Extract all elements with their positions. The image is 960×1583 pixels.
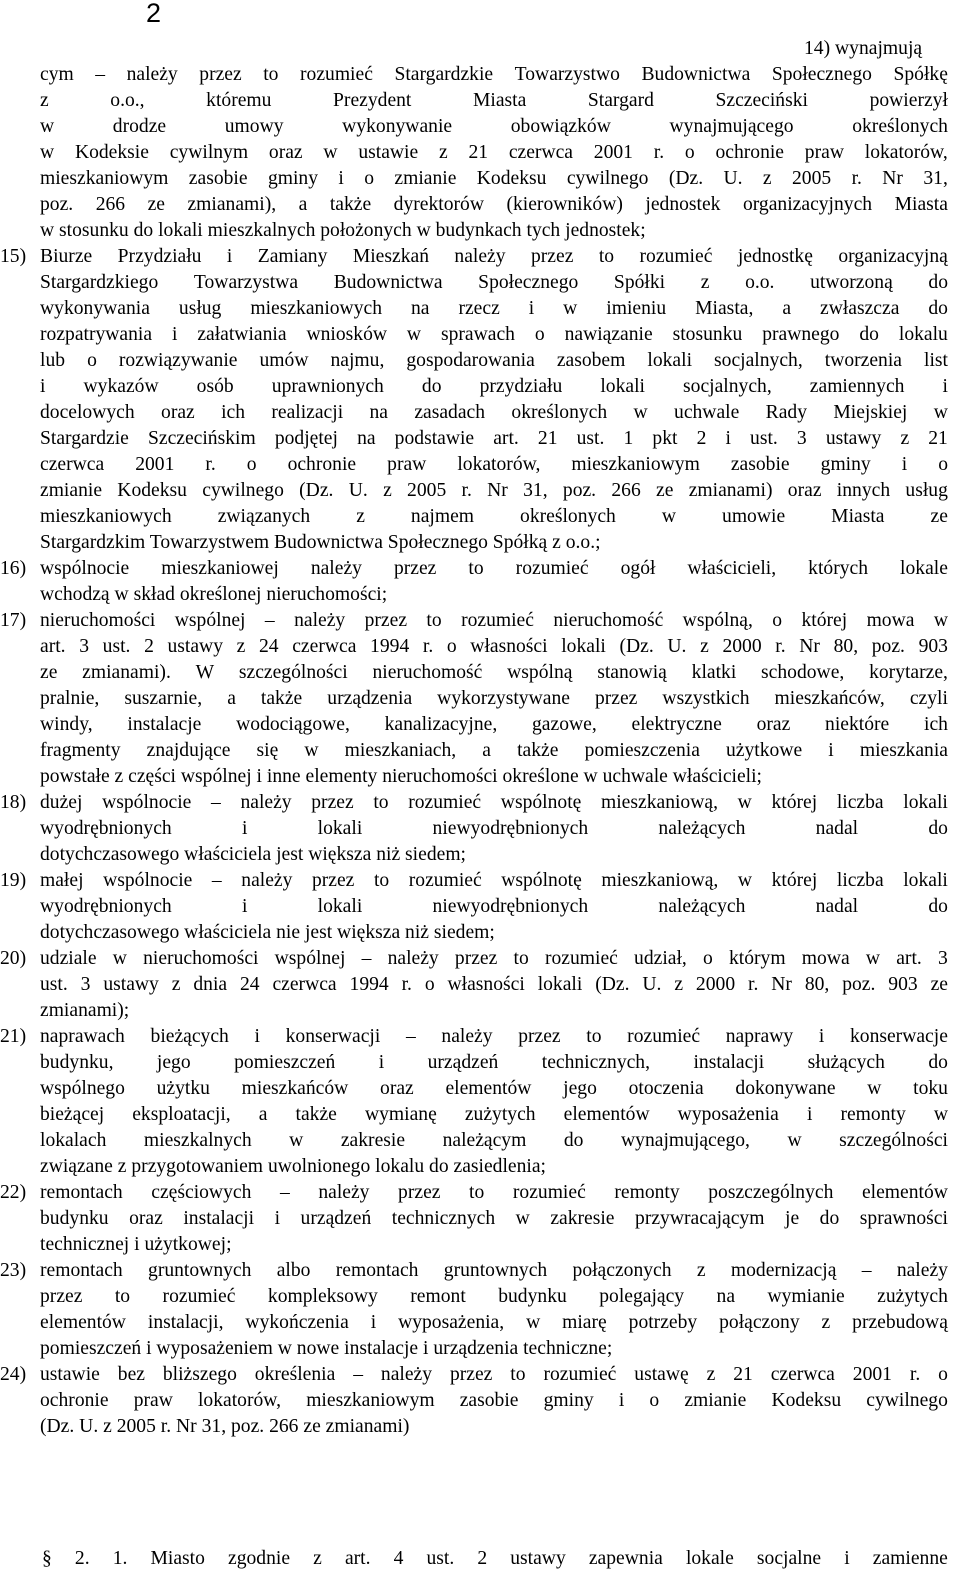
text-line: fragmenty znajdujące się w mieszkaniach, a także pomieszczenia użytkowe i mieszkania xyxy=(40,740,948,761)
text-line: w Kodeksie cywilnym oraz w ustawie z 21 czerwca 2001 r. o ochronie praw lokatorów, xyxy=(40,142,948,163)
text-line: (Dz. U. z 2005 r. Nr 31, poz. 266 ze zmianami) xyxy=(40,1416,410,1437)
text-line: z o.o., któremu Prezydent Miasta Stargard Szczeciński powierzył xyxy=(40,90,948,111)
page-number: 2 xyxy=(146,0,162,28)
text-line: pralnie, suszarnie, a także urządzenia wykorzystywane przez wszystkich mieszkańców, czyli xyxy=(40,688,948,709)
text-line: 14) wynajmują xyxy=(804,38,923,59)
item-number: 19) xyxy=(0,870,27,891)
text-line: w drodze umowy wykonywanie obowiązków wynajmującego określonych xyxy=(40,116,948,137)
text-line: pomieszczeń i wyposażeniem w nowe instalacje i urządzenia techniczne; xyxy=(40,1338,613,1359)
text-line: wykonywania usług mieszkaniowych na rzecz i w imieniu Miasta, a zwłaszcza do xyxy=(40,298,948,319)
text-line: dotychczasowego właściciela jest większa niż siedem; xyxy=(40,844,467,865)
text-line: lub o rozwiązywanie umów najmu, gospodarowania zasobem lokali socjalnych, tworzenia list xyxy=(40,350,948,371)
text-line: Stargardzkim Towarzystwem Budownictwa Społecznego Spółką z o.o.; xyxy=(40,532,601,553)
text-line: docelowych oraz ich realizacji na zasadach określonych w uchwale Rady Miejskiej w xyxy=(40,402,948,423)
item-number: 21) xyxy=(0,1026,27,1047)
item-number: 22) xyxy=(0,1182,27,1203)
item-number: 20) xyxy=(0,948,27,969)
text-line: dużej wspólnocie – należy przez to rozumieć wspólnotę mieszkaniową, w której liczba lokali xyxy=(40,792,948,813)
text-line: Stargardzkiego Towarzystwa Budownictwa Społecznego Spółki z o.o. utworzoną do xyxy=(40,272,948,293)
text-line: przez to rozumieć kompleksowy remont budynku polegający na wymianie zużytych xyxy=(40,1286,948,1307)
text-line: remontach gruntownych albo remontach gruntownych połączonych z modernizacją – należy xyxy=(40,1260,948,1281)
text-line: windy, instalacje wodociągowe, kanalizacyjne, gazowe, elektryczne oraz niektóre ich xyxy=(40,714,948,735)
text-line: wchodzą w skład określonej nieruchomości; xyxy=(40,584,388,605)
item-number: 18) xyxy=(0,792,27,813)
text-line: bieżącej eksploatacji, a także wymianę zużytych elementów wyposażenia i remonty w xyxy=(40,1104,948,1125)
text-line: art. 3 ust. 2 ustawy z 24 czerwca 1994 r. o własności lokali (Dz. U. z 2000 r. Nr 80, poz. 903 xyxy=(40,636,948,657)
text-line: wspólnocie mieszkaniowej należy przez to rozumieć ogół właścicieli, których lokale xyxy=(40,558,948,579)
item-number: 16) xyxy=(0,558,27,579)
text-line: mieszkaniowych związanych z najmem określonych w umowie Miasta ze xyxy=(40,506,948,527)
text-line: poz. 266 ze zmianami), a także dyrektorów (kierowników) jednostek organizacyjnych Miasta xyxy=(40,194,948,215)
item-number: 17) xyxy=(0,610,27,631)
text-line: nieruchomości wspólnej – należy przez to rozumieć nieruchomość wspólną, o której mowa w xyxy=(40,610,948,631)
text-line: powstałe z części wspólnej i inne elementy nieruchomości określone w uchwale właścicieli; xyxy=(40,766,763,787)
text-line: i wykazów osób uprawnionych do przydziału lokali socjalnych, zamiennych i xyxy=(40,376,948,397)
text-line: wyodrębnionych i lokali niewyodrębnionych należących nadal do xyxy=(40,896,948,917)
text-line: udziale w nieruchomości wspólnej – należy przez to rozumieć udział, o którym mowa w art. 3 xyxy=(40,948,948,969)
text-line: cym – należy przez to rozumieć Stargardzkie Towarzystwo Budownictwa Społecznego Spółkę xyxy=(40,64,948,85)
text-line: Stargardzie Szczecińskim podjętej na podstawie art. 21 ust. 1 pkt 2 i ust. 3 ustawy z 21 xyxy=(40,428,948,449)
text-line: ze zmianami). W szczególności nieruchomość wspólną stanowią klatki schodowe, korytarze, xyxy=(40,662,948,683)
text-line: technicznej i użytkowej; xyxy=(40,1234,232,1255)
text-line: czerwca 2001 r. o ochronie praw lokatorów, mieszkaniowym zasobie gminy i o xyxy=(40,454,948,475)
text-line: zmianie Kodeksu cywilnego (Dz. U. z 2005 r. Nr 31, poz. 266 ze zmianami) oraz innych usług xyxy=(40,480,948,501)
text-line: remontach częściowych – należy przez to rozumieć remonty poszczególnych elementów xyxy=(40,1182,948,1203)
text-line: ust. 3 ustawy z dnia 24 czerwca 1994 r. o własności lokali (Dz. U. z 2000 r. Nr 80, poz. 903 ze xyxy=(40,974,948,995)
text-line: małej wspólnocie – należy przez to rozumieć wspólnotę mieszkaniową, w której liczba lokali xyxy=(40,870,948,891)
text-line: zmianami); xyxy=(40,1000,130,1021)
text-line: związane z przygotowaniem uwolnionego lokalu do zasiedlenia; xyxy=(40,1156,546,1177)
text-line: ustawie bez bliższego określenia – należy przez to rozumieć ustawę z 21 czerwca 2001 r. o xyxy=(40,1364,948,1385)
text-line: budynku, jego pomieszczeń i urządzeń technicznych, instalacji służących do xyxy=(40,1052,948,1073)
text-line: lokalach mieszkalnych w zakresie należącym do wynajmującego, w szczególności xyxy=(40,1130,948,1151)
text-line: budynku oraz instalacji i urządzeń technicznych w zakresie przywracającym je do sprawności xyxy=(40,1208,948,1229)
text-line: elementów instalacji, wykończenia i wyposażenia, w miarę potrzeby połączony z przebudową xyxy=(40,1312,948,1333)
text-line: wspólnego użytku mieszkańców oraz elementów jego otoczenia dokonywane w toku xyxy=(40,1078,948,1099)
text-line: naprawach bieżących i konserwacji – należy przez to rozumieć naprawy i konserwacje xyxy=(40,1026,948,1047)
text-line: mieszkaniowym zasobie gminy i o zmianie Kodeksu cywilnego (Dz. U. z 2005 r. Nr 31, xyxy=(40,168,948,189)
text-line: dotychczasowego właściciela nie jest większa niż siedem; xyxy=(40,922,495,943)
item-number: 15) xyxy=(0,246,27,267)
item-number: 24) xyxy=(0,1364,27,1385)
section-footer-line: § 2. 1. Miasto zgodnie z art. 4 ust. 2 ustawy zapewnia lokale socjalne i zamienne xyxy=(42,1548,948,1569)
text-line: rozpatrywania i załatwiania wniosków w sprawach o nawiązanie stosunku prawnego do lokalu xyxy=(40,324,948,345)
text-line: wyodrębnionych i lokali niewyodrębnionych należących nadal do xyxy=(40,818,948,839)
item-number: 23) xyxy=(0,1260,27,1281)
text-line: w stosunku do lokali mieszkalnych położonych w budynkach tych jednostek; xyxy=(40,220,646,241)
text-line: ochronie praw lokatorów, mieszkaniowym zasobie gminy i o zmianie Kodeksu cywilnego xyxy=(40,1390,948,1411)
text-line: Biurze Przydziału i Zamiany Mieszkań należy przez to rozumieć jednostkę organizacyjną xyxy=(40,246,948,267)
